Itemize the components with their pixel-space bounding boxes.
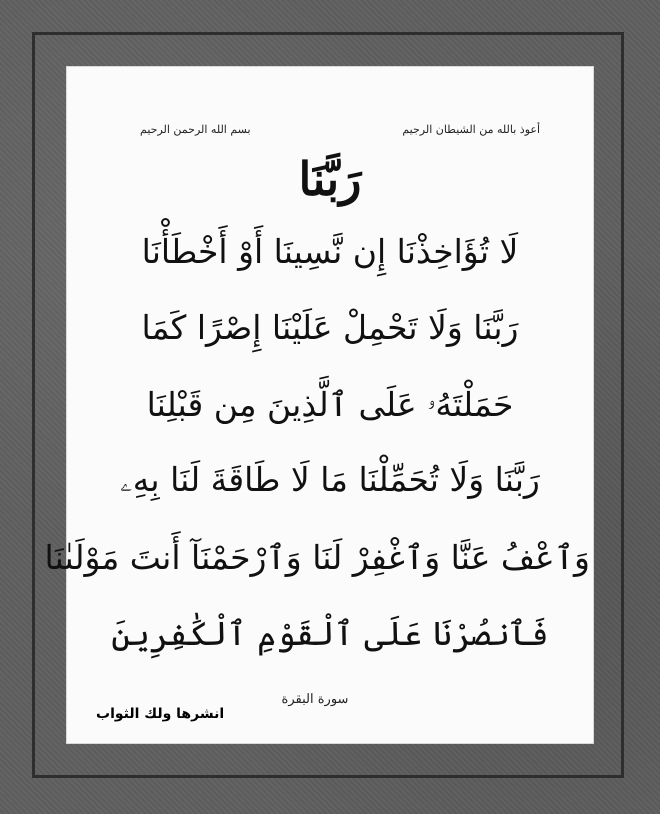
surah-name: سورة البقرة <box>281 692 349 707</box>
verse-line-1: لَا تُؤَاخِذْنَا إِن نَّسِينَا أَوْ أَخْطَأْنَا <box>141 232 519 271</box>
verse-line-5: وَٱعْفُ عَنَّا وَٱغْفِرْ لَنَا وَٱرْحَمْنَآ أَنتَ مَوْلَىٰنَا <box>44 538 590 577</box>
share-note: انشرها ولك الثواب <box>96 706 225 722</box>
verse-line-2: رَبَّنَا وَلَا تَحْمِلْ عَلَيْنَا إِصْرًا كَمَا <box>141 308 519 347</box>
verse-line-6: فَٱنصُرْنَا عَلَى ٱلْقَوْمِ ٱلْكَٰفِرِينَ <box>111 614 549 653</box>
verse-title: رَبَّنَا <box>298 152 362 206</box>
verse-line-3: حَمَلْتَهُۥ عَلَى ٱلَّذِينَ مِن قَبْلِنَا <box>146 385 514 424</box>
taawwudh-text: أعوذ بالله من الشيطان الرجيم <box>402 122 540 136</box>
header-row <box>140 114 540 144</box>
verse-line-4: رَبَّنَا وَلَا تُحَمِّلْنَا مَا لَا طَاقَةَ لَنَا بِهِۦ <box>120 460 540 499</box>
basmala-text: بسم الله الرحمن الرحيم <box>140 122 251 136</box>
